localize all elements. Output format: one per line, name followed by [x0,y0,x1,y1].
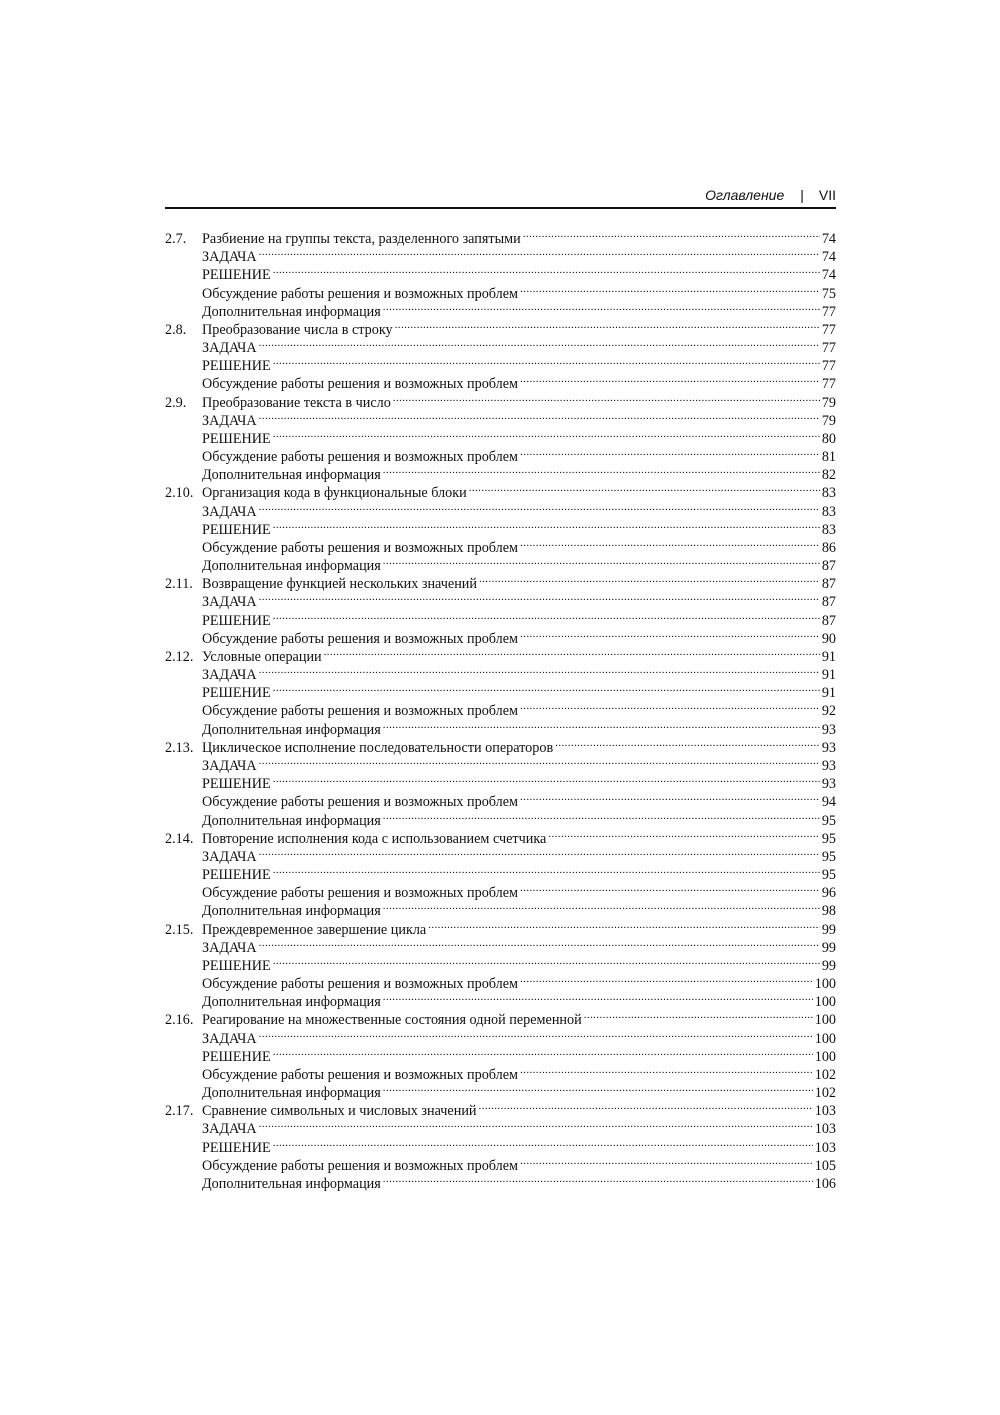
toc-dot-leader [273,952,820,970]
toc-dot-leader [520,534,820,552]
toc-dot-leader [259,1025,813,1043]
toc-entry-page: 93 [821,739,836,756]
toc-entry-page: 91 [821,667,836,684]
toc-entry-page: 99 [821,939,836,956]
toc-subsection-entry[interactable] [165,243,836,266]
running-head-page-number: VII [818,187,836,203]
toc-entry-page: 93 [821,721,836,738]
toc-entry-page: 87 [821,594,836,611]
toc-dot-leader [273,607,820,625]
toc-entry-label: Обсуждение работы решения и возможных проблем [202,449,519,466]
toc-dot-leader [520,879,820,897]
toc-entry-page: 83 [821,485,836,502]
toc-entry-label: Обсуждение работы решения и возможных проблем [202,1066,519,1083]
toc-subsection-entry[interactable] [165,861,836,884]
toc-entry-label: Циклическое исполнение последовательности операторов [202,739,554,756]
toc-entry-label: Дополнительная информация [202,903,381,920]
toc-entry-label: Повторение исполнения кода с использованием счетчика [202,830,547,847]
toc-entry-number: 2.9. [165,394,187,411]
toc-subsection-entry[interactable] [165,752,836,774]
toc-entry-label: ЗАДАЧА [202,249,257,266]
toc-entry-page: 79 [821,412,836,429]
toc-entry-label: Дополнительная информация [202,994,381,1011]
toc-entry-label: ЗАДАЧА [202,412,257,429]
toc-dot-leader [273,516,820,534]
toc-entry-page: 100 [814,994,836,1011]
toc-dot-leader [273,679,820,697]
header-rule [165,207,836,209]
toc-entry-label: Обсуждение работы решения и возможных проблем [202,630,519,647]
toc-entry-page: 77 [821,303,836,320]
toc-entry-page: 87 [821,576,836,593]
toc-dot-leader [584,1006,813,1024]
toc-entry-page: 103 [814,1139,836,1156]
toc-entry-label: Обсуждение работы решения и возможных проблем [202,885,519,902]
toc-dot-leader [520,443,820,461]
toc-subsection-entry[interactable] [165,352,836,375]
toc-entry-label: Дополнительная информация [202,721,381,738]
toc-entry-page: 105 [814,1157,836,1174]
toc-subsection-entry[interactable] [165,407,836,429]
toc-dot-leader [520,625,820,643]
toc-subsection-entry[interactable] [165,1043,836,1065]
toc-entry-label: Дополнительная информация [202,558,381,575]
toc-dot-leader [259,1115,813,1133]
toc-entry-label: РЕШЕНИЕ [202,267,271,284]
toc-dot-leader [523,225,820,243]
toc-entry-label: РЕШЕНИЕ [202,685,271,702]
toc-entry-label: Обсуждение работы решения и возможных проблем [202,794,519,811]
running-head-title: Оглавление [705,187,785,203]
toc-entry-label: Разбиение на группы текста, разделенного запятыми [202,231,521,247]
toc-dot-leader [520,280,820,298]
toc-entry-label: Преобразование текста в число [202,394,391,411]
toc-dot-leader [383,461,820,479]
toc-entry-page: 74 [821,231,836,247]
toc-dot-leader [273,425,820,443]
toc-subsection-entry[interactable] [165,607,836,629]
toc-dot-leader [383,298,820,316]
toc-entry-label: ЗАДАЧА [202,340,257,357]
toc-entry-label: ЗАДАЧА [202,594,257,611]
toc-dot-leader [520,788,820,806]
toc-entry-page: 86 [821,539,836,556]
toc-entry-page: 106 [814,1175,836,1192]
toc-entry-page: 99 [821,921,836,938]
toc-entry-number: 2.17. [165,1103,194,1120]
toc-entry-page: 100 [814,1012,836,1029]
toc-dot-leader [259,498,820,516]
toc-entry-label: Обсуждение работы решения и возможных проблем [202,976,519,993]
toc-entry-page: 81 [821,449,836,466]
toc-entry-page: 75 [821,285,836,302]
toc-entry-page: 98 [821,903,836,920]
toc-dot-leader [383,552,820,570]
toc-entry-label: ЗАДАЧА [202,939,257,956]
toc-entry-page: 100 [814,1030,836,1047]
toc-dot-leader [520,1061,813,1079]
running-head [165,184,836,206]
toc-entry-label: РЕШЕНИЕ [202,1048,271,1065]
toc-entry-label: РЕШЕНИЕ [202,957,271,974]
toc-entry-label: Дополнительная информация [202,303,381,320]
toc-dot-leader [259,934,820,952]
toc-subsection-entry[interactable] [165,588,836,611]
toc-entry-page: 91 [821,648,836,665]
toc-entry-label: Дополнительная информация [202,467,381,484]
toc-subsection-entry[interactable] [165,261,836,284]
toc-entry-page: 87 [821,558,836,575]
toc-entry-page: 77 [821,321,836,338]
toc-entry-label: Дополнительная информация [202,812,381,829]
toc-entry-page: 95 [821,830,836,847]
toc-dot-leader [520,370,820,388]
toc-entry-label: РЕШЕНИЕ [202,358,271,375]
toc-subsection-entry[interactable] [165,934,836,956]
toc-subsection-entry[interactable] [165,952,836,974]
toc-dot-leader [520,1152,813,1170]
toc-entry-page: 83 [821,521,836,538]
toc-entry-label: Дополнительная информация [202,1175,381,1192]
toc-entry-page: 79 [821,394,836,411]
toc-dot-leader [520,970,813,988]
toc-entry-page: 95 [821,867,836,884]
toc-dot-leader [273,1043,813,1061]
toc-entry-label: Реагирование на множественные состояния одной переменной [202,1012,582,1029]
toc-subsection-entry[interactable] [165,498,836,520]
toc-entry-label: РЕШЕНИЕ [202,521,271,538]
toc-entry-label: Преобразование числа в строку [202,321,393,338]
toc-entry-label: РЕШЕНИЕ [202,430,271,447]
toc-dot-leader [548,825,820,843]
toc-entry-number: 2.15. [165,921,194,938]
toc-entry-label: ЗАДАЧА [202,667,257,684]
toc-subsection-entry[interactable] [165,334,836,357]
toc-entry-label: РЕШЕНИЕ [202,1139,271,1156]
toc-dot-leader [259,334,820,352]
toc-dot-leader [383,1079,813,1097]
toc-entry-page: 95 [821,812,836,829]
toc-dot-leader [259,843,820,861]
toc-entry-page: 87 [821,612,836,629]
table-of-contents [165,225,836,1192]
toc-dot-leader [469,479,820,497]
toc-dot-leader [383,988,813,1006]
running-head-separator: | [800,187,804,203]
toc-entry-label: ЗАДАЧА [202,1121,257,1138]
toc-dot-leader [273,770,820,788]
toc-entry-page: 95 [821,848,836,865]
toc-subsection-entry[interactable] [165,661,836,684]
toc-entry-page: 92 [821,703,836,720]
toc-dot-leader [555,734,820,752]
toc-entry-number: 2.13. [165,739,194,756]
toc-entry-page: 99 [821,957,836,974]
toc-dot-leader [324,643,820,661]
toc-entry-label: ЗАДАЧА [202,503,257,520]
toc-dot-leader [479,1097,813,1115]
toc-entry-page: 96 [821,885,836,902]
toc-entry-page: 77 [821,376,836,393]
toc-entry-label: Сравнение символьных и числовых значений [202,1103,477,1120]
toc-entry-label: Возвращение функцией нескольких значений [202,576,477,593]
toc-entry-number: 2.14. [165,830,194,847]
toc-dot-leader [273,261,820,279]
toc-entry-label: РЕШЕНИЕ [202,867,271,884]
toc-entry-page: 74 [821,249,836,266]
toc-entry-label: Обсуждение работы решения и возможных проблем [202,285,519,302]
toc-entry-page: 90 [821,630,836,647]
toc-subsection-entry[interactable] [165,1134,836,1156]
toc-entry-page: 102 [814,1066,836,1083]
toc-subsection-entry[interactable] [165,1115,836,1138]
toc-entry-number: 2.16. [165,1012,194,1029]
toc-dot-leader [393,389,820,407]
toc-dot-leader [428,916,820,934]
toc-subsection-entry[interactable] [165,843,836,865]
toc-entry-label: ЗАДАЧА [202,848,257,865]
toc-entry-label: Обсуждение работы решения и возможных проблем [202,376,519,393]
toc-dot-leader [383,1170,813,1188]
toc-entry-number: 2.8. [165,321,187,338]
toc-entry-page: 103 [814,1121,836,1138]
toc-entry-page: 82 [821,467,836,484]
toc-entry-page: 93 [821,776,836,793]
toc-entry-label: Обсуждение работы решения и возможных проблем [202,539,519,556]
toc-entry-label: Дополнительная информация [202,1085,381,1102]
toc-entry-label: РЕШЕНИЕ [202,612,271,629]
toc-dot-leader [383,897,820,915]
toc-dot-leader [259,752,820,770]
toc-dot-leader [259,661,820,679]
toc-entry-label: Преждевременное завершение цикла [202,921,427,938]
toc-entry-page: 93 [821,757,836,774]
toc-dot-leader [259,407,820,425]
toc-entry-page: 80 [821,430,836,447]
toc-entry-number: 2.7. [165,231,187,247]
toc-dot-leader [383,807,820,825]
toc-entry-page: 102 [814,1085,836,1102]
toc-entry-page: 94 [821,794,836,811]
toc-entry-label: ЗАДАЧА [202,757,257,774]
toc-dot-leader [273,1134,813,1152]
toc-dot-leader [273,861,820,879]
toc-entry-label: РЕШЕНИЕ [202,776,271,793]
toc-entry-label: Организация кода в функциональные блоки [202,485,467,502]
toc-dot-leader [259,243,820,261]
toc-section-entry[interactable] [165,225,836,247]
toc-dot-leader [259,588,820,606]
toc-entry-label: Условные операции [202,648,322,665]
toc-subsection-entry[interactable] [165,679,836,702]
toc-subsection-entry[interactable] [165,516,836,538]
toc-dot-leader [479,570,820,588]
toc-subsection-entry[interactable] [165,425,836,447]
toc-entry-page: 77 [821,340,836,357]
toc-entry-label: Обсуждение работы решения и возможных проблем [202,1157,519,1174]
toc-entry-page: 91 [821,685,836,702]
toc-dot-leader [395,316,820,334]
toc-entry-page: 100 [814,1048,836,1065]
toc-entry-page: 100 [814,976,836,993]
toc-dot-leader [273,352,820,370]
toc-entry-page: 77 [821,358,836,375]
toc-entry-label: Обсуждение работы решения и возможных проблем [202,703,519,720]
toc-dot-leader [520,697,820,715]
toc-entry-page: 83 [821,503,836,520]
toc-dot-leader [383,716,820,734]
toc-entry-page: 103 [814,1103,836,1120]
toc-entry-label: ЗАДАЧА [202,1030,257,1047]
toc-subsection-entry[interactable] [165,1025,836,1047]
toc-subsection-entry[interactable] [165,770,836,793]
toc-entry-page: 74 [821,267,836,284]
toc-entry-number: 2.10. [165,485,194,502]
toc-entry-number: 2.11. [165,576,193,593]
toc-entry-number: 2.12. [165,648,194,665]
